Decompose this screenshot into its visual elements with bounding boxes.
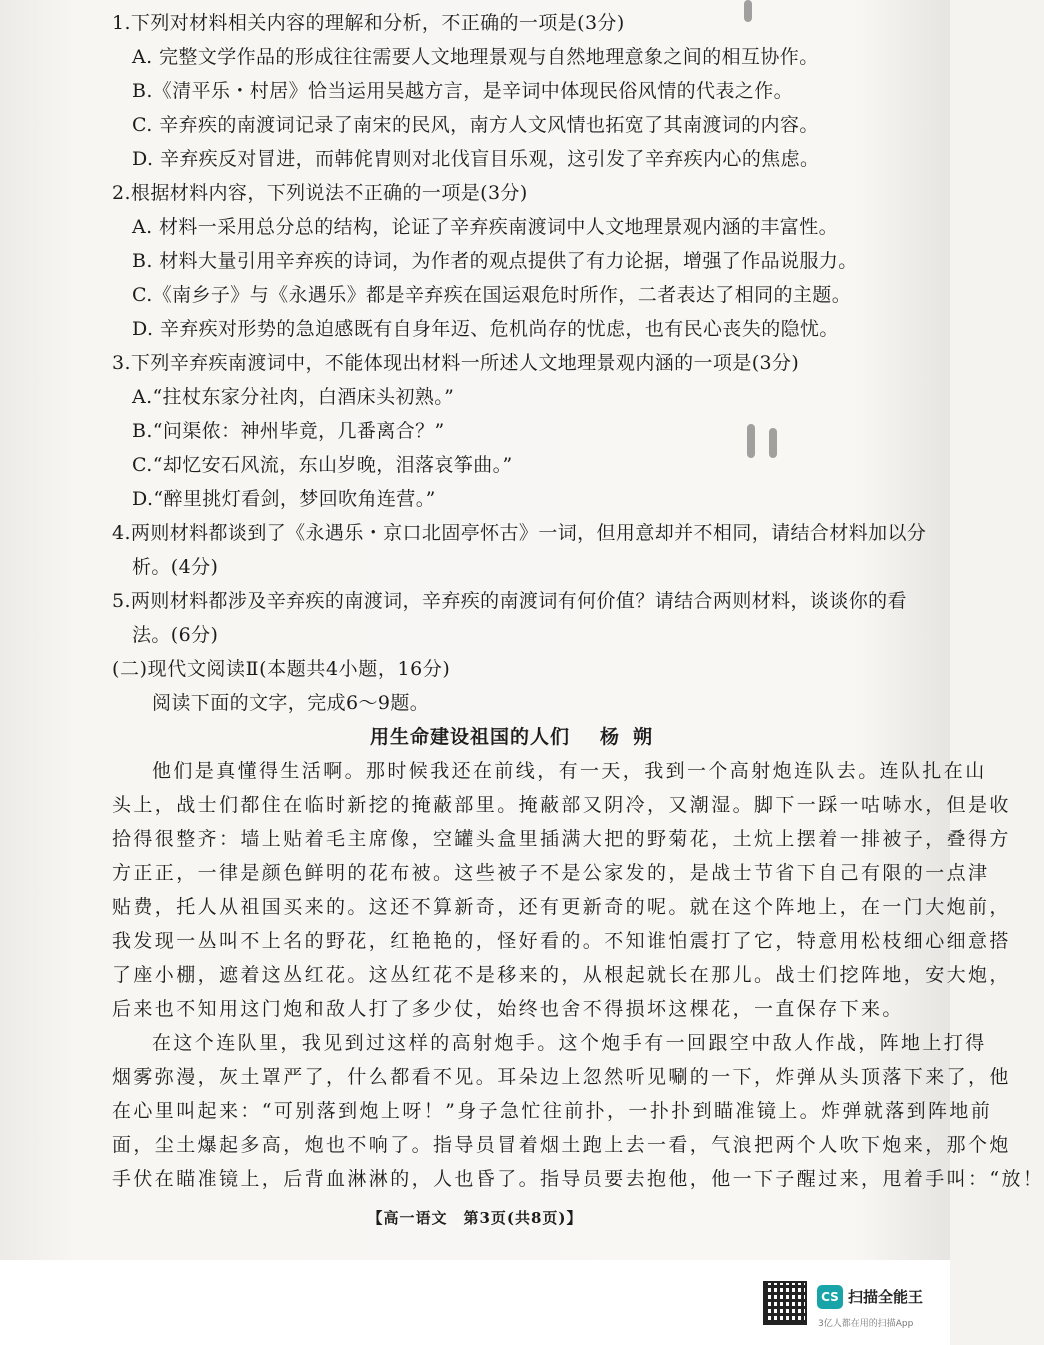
article-para1-line: 方正正，一律是颜色鲜明的花布被。这些被子不是公家发的，是战士节省下自己有限的一点津: [112, 862, 990, 884]
qr-code-icon: [763, 1281, 807, 1325]
question-1-option-b: B.《清平乐・村居》恰当运用吴越方言，是辛词中体现民俗风情的代表之作。: [132, 80, 794, 102]
question-2-option-c: C.《南乡子》与《永遇乐》都是辛弃疾在国运艰危时所作，二者表达了相同的主题。: [132, 284, 852, 306]
article-title-text: 用生命建设祖国的人们: [369, 726, 570, 748]
article-author: 杨朔: [600, 726, 667, 748]
question-2-option-b: B. 材料大量引用辛弃疾的诗词，为作者的观点提供了有力论据，增强了作品说服力。: [132, 250, 858, 272]
question-4-line-2: 析。(4分): [132, 556, 219, 578]
question-3-stem: 3.下列辛弃疾南渡词中，不能体现出材料一所述人文地理景观内涵的一项是(3分): [112, 352, 800, 374]
question-1-option-a: A. 完整文学作品的形成往往需要人文地理景观与自然地理意象之间的相互协作。: [132, 46, 819, 68]
question-5-line-1: 5.两则材料都涉及辛弃疾的南渡词，辛弃疾的南渡词有何价值？请结合两则材料，谈谈你的看: [112, 590, 907, 612]
question-2-stem: 2.根据材料内容，下列说法不正确的一项是(3分): [112, 182, 528, 204]
article-para1-line: 了座小棚，遮着这丛红花。这丛红花不是移来的，从根起就长在那儿。战士们挖阵地，安大炮，: [112, 964, 1011, 986]
article-para1-line: 后来也不知用这门炮和敌人打了多少仗，始终也舍不得损坏这棵花，一直保存下来。: [112, 998, 904, 1020]
section-heading: (二)现代文阅读Ⅱ(本题共4小题，16分): [112, 658, 451, 680]
question-2-option-a: A. 材料一采用总分总的结构，论证了辛弃疾南渡词中人文地理景观内涵的丰富性。: [132, 216, 839, 238]
question-3-option-a: A.“拄杖东家分社肉，白酒床头初熟。”: [132, 386, 455, 408]
question-3-option-d: D.“醉里挑灯看剑，梦回吹角连营。”: [132, 488, 436, 510]
article-para2-line: 烟雾弥漫，灰土罩严了，什么都看不见。耳朵边上忽然听见唰的一下，炸弹从头顶落下来了，他: [112, 1066, 1011, 1088]
article-para1-line: 头上，战士们都住在临时新挖的掩蔽部里。掩蔽部又阴冷，又潮湿。脚下一踩一咕哧水，但是收: [112, 794, 1011, 816]
question-4-line-1: 4.两则材料都谈到了《永遇乐・京口北固亭怀古》一词，但用意却并不相同，请结合材料加以分: [112, 522, 927, 544]
scanner-watermark-bar: [0, 1260, 950, 1345]
question-1-option-d: D. 辛弃疾反对冒进，而韩侂胄则对北伐盲目乐观，这引发了辛弃疾内心的焦虑。: [132, 148, 820, 170]
article-para2-line: 在心里叫起来：“可别落到炮上呀！”身子急忙往前扑，一扑扑到瞄准镜上。炸弹就落到阵地前: [112, 1100, 993, 1122]
scanner-tagline: 3亿人都在用的扫描App: [818, 1319, 914, 1329]
article-title: [112, 720, 924, 754]
question-1-stem: 1.下列对材料相关内容的理解和分析，不正确的一项是(3分): [112, 12, 625, 34]
scanner-brand-name: 扫描全能王: [848, 1288, 924, 1306]
article-para1-line: 他们是真懂得生活啊。那时候我还在前线，有一天，我到一个高射炮连队去。连队扎在山: [152, 760, 987, 782]
section-instruction: 阅读下面的文字，完成6～9题。: [152, 692, 430, 714]
article-para1-line: 拾得很整齐：墙上贴着毛主席像，空罐头盒里插满大把的野菊花，土炕上摆着一排被子，叠得方: [112, 828, 1011, 850]
article-para2-line: 手伏在瞄准镜上，后背血淋淋的，人也昏了。指导员要去抱他，他一下子醒过来，甩着手叫：“放！: [112, 1168, 1044, 1190]
question-3-option-c: C.“却忆安石风流，东山岁晚，泪落哀筝曲。”: [132, 454, 513, 476]
article-para1-line: 我发现一丛叫不上名的野花，红艳艳的，怪好看的。不知谁怕震打了它，特意用松枝细心细意搭: [112, 930, 1011, 952]
article-para1-line: 贴费，托人从祖国买来的。这还不算新奇，还有更新奇的呢。就在这个阵地上，在一门大炮前，: [112, 896, 1011, 918]
question-3-option-b: B.“问渠侬：神州毕竟，几番离合？”: [132, 420, 445, 442]
page-content: [112, 6, 1044, 1196]
page-footer: 【高一语文 第3页(共8页)】: [367, 1209, 583, 1227]
question-1-option-c: C. 辛弃疾的南渡词记录了南宋的民风，南方人文风情也拓宽了其南渡词的内容。: [132, 114, 819, 136]
article-para2-line: 面，尘土爆起多高，炮也不响了。指导员冒着烟土跑上去一看，气浪把两个人吹下炮来，那个炮: [112, 1134, 1011, 1156]
question-5-line-2: 法。(6分): [132, 624, 219, 646]
camscanner-logo-icon: CS: [817, 1285, 843, 1309]
article-para2-line: 在这个连队里，我见到过这样的高射炮手。这个炮手有一回跟空中敌人作战，阵地上打得: [152, 1032, 987, 1054]
question-2-option-d: D. 辛弃疾对形势的急迫感既有自身年迈、危机尚存的忧虑，也有民心丧失的隐忧。: [132, 318, 839, 340]
